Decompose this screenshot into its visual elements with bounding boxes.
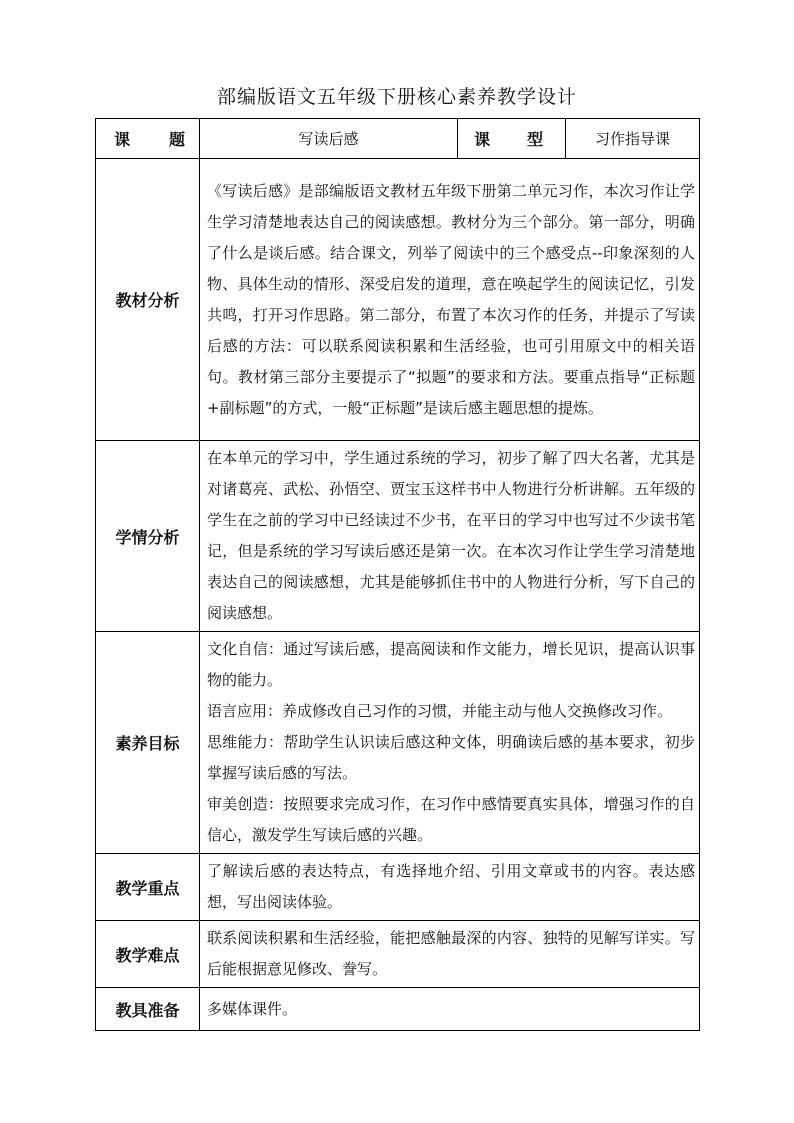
row-label: 教材分析 xyxy=(96,159,200,441)
row-content xyxy=(200,854,700,921)
row-textbook-analysis xyxy=(96,159,700,441)
row-paragraph: 思维能力：帮助学生认识读后感这种文体，明确读后感的基本要求，初步掌握写读后感的写法。 xyxy=(207,733,695,782)
row-paragraph: 多媒体课件。 xyxy=(207,999,298,1018)
row-paragraph: 审美创造：按照要求完成习作，在习作中感情要真实具体，增强习作的自信心，激发学生写读后感的兴趣。 xyxy=(207,795,695,844)
row-content xyxy=(200,441,700,632)
topic-label-char: 题 xyxy=(168,130,185,149)
row-paragraph: 文化自信：通过写读后感，提高阅读和作文能力，增长见识，提高认识事物的能力。 xyxy=(207,640,695,689)
type-value: 习作指导课 xyxy=(566,119,700,159)
row-key-points xyxy=(96,854,700,921)
row-difficulties xyxy=(96,921,700,988)
type-label-char: 课 xyxy=(474,130,491,149)
row-content xyxy=(200,632,700,854)
row-content xyxy=(200,159,700,441)
row-paragraph: 联系阅读积累和生活经验，能把感触最深的内容、独特的见解写详实。写后能根据意见修改、誊写。 xyxy=(207,929,695,978)
row-materials xyxy=(96,988,700,1031)
lesson-plan-table xyxy=(95,118,700,1031)
row-student-analysis xyxy=(96,441,700,632)
row-paragraph: 在本单元的学习中，学生通过系统的学习，初步了解了四大名著，尤其是对诸葛亮、武松、孙悟空、贾宝玉这样书中人物进行分析讲解。五年级的学生在之前的学习中已经读过不少书，在平日的学习中也写过不少读书笔记，但是系统的学习写读后感还是第一次。在本次习作让学生学习清楚地表达自己的阅读感想，尤其是能够抓住书中的人物进行分析，写下自己的阅读感想。 xyxy=(207,449,695,622)
row-label: 教学重点 xyxy=(96,854,200,921)
row-paragraph: 《写读后感》是部编版语文教材五年级下册第二单元习作，本次习作让学生学习清楚地表达自己的阅读感想。教材分为三个部分。第一部分，明确了什么是谈后感。结合课文，列举了阅读中的三个感受点--印象深刻的人物、具体生动的情形、深受启发的道理，意在唤起学生的阅读记忆，引发共鸣，打开习作思路。第二部分，布置了本次习作的任务，并提示了写读后感的方法：可以联系阅读积累和生活经验，也可引用原文中的相关语句。教材第三部分主要提示了“拟题”的要求和方法。要重点指导“正标题+副标题”的方式，一般“正标题”是读后感主题思想的提炼。 xyxy=(207,181,695,417)
row-content xyxy=(200,921,700,988)
row-literacy-goals xyxy=(96,632,700,854)
row-label: 学情分析 xyxy=(96,441,200,632)
topic-label xyxy=(96,119,200,159)
row-label: 素养目标 xyxy=(96,632,200,854)
row-paragraph: 了解读后感的表达特点，有选择地介绍、引用文章或书的内容。表达感想，写出阅读体验。 xyxy=(207,862,695,911)
topic-value: 写读后感 xyxy=(200,119,458,159)
row-paragraph: 语言应用：养成修改自己习作的习惯，并能主动与他人交换修改习作。 xyxy=(207,702,673,720)
row-content xyxy=(200,988,700,1031)
page-title: 部编版语文五年级下册核心素养教学设计 xyxy=(216,86,577,108)
row-label: 教学难点 xyxy=(96,921,200,988)
header-row xyxy=(96,119,700,159)
type-label-char: 型 xyxy=(526,130,543,149)
row-label: 教具准备 xyxy=(96,988,200,1031)
type-label xyxy=(458,119,566,159)
topic-label-char: 课 xyxy=(114,130,131,149)
